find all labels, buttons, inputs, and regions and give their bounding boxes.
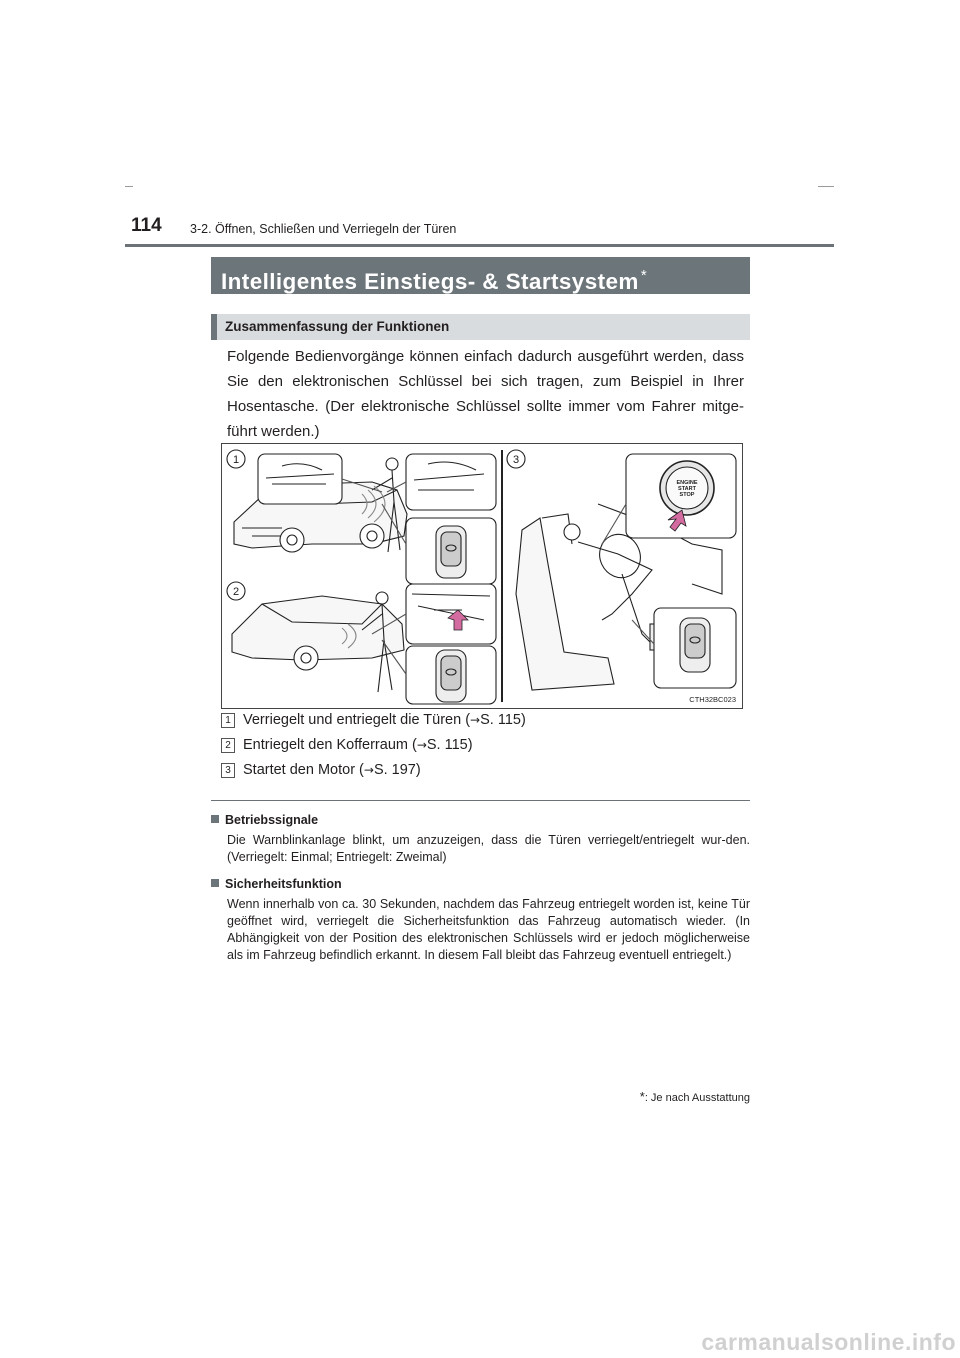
intro-paragraph: Folgende Bedienvorgänge können einfach dadurch ausgeführt werden, dass Sie den elektronischen Schlüssel bei sich tragen, zum Beispiel in Ihrer Hosentasche. (Der elektronische Schlüssel sollte immer vom Fahrer mitge-führt werden.)	[227, 348, 744, 440]
illustration-drawing	[222, 444, 742, 708]
list-item	[221, 737, 526, 762]
illustration	[221, 443, 743, 709]
page-reference-link[interactable]: S. 115)	[480, 712, 526, 728]
note-security-function	[211, 876, 750, 964]
page-reference-link[interactable]: S. 115)	[426, 737, 473, 753]
note-heading-text: Sicherheitsfunktion	[225, 877, 342, 891]
section-title-bar	[211, 257, 750, 294]
list-number: 3	[221, 763, 235, 778]
list-number: 2	[221, 738, 235, 753]
notes-divider	[211, 800, 750, 801]
page-number: 114	[131, 215, 162, 236]
footnote-marker: *	[639, 1089, 645, 1104]
callout-2: 2	[232, 586, 240, 598]
availability-marker: *	[640, 267, 648, 284]
button-label-line-1: ENGINE	[676, 480, 698, 486]
callout-1: 1	[232, 454, 240, 466]
note-operating-signals	[211, 812, 750, 866]
callout-3: 3	[512, 454, 520, 466]
function-list	[221, 712, 526, 787]
section-title: Intelligentes Einstiegs- & Startsystem	[221, 269, 639, 294]
square-bullet-icon	[211, 879, 219, 887]
button-label-line-3: STOP	[679, 492, 695, 498]
list-number: 1	[221, 713, 235, 728]
list-text: Startet den Motor (	[243, 762, 364, 778]
list-item	[221, 762, 526, 787]
footnote	[640, 1089, 750, 1104]
note-body: Die Warnblinkanlage blinkt, um anzuzeigen, dass die Türen verriegelt/entriegelt wur-den. (Verriegelt: Einmal; Entriegelt: Zweimal)	[227, 833, 750, 864]
list-text: Entriegelt den Kofferraum (	[243, 737, 417, 753]
watermark: carmanualsonline.info	[701, 1329, 956, 1355]
note-heading	[211, 876, 750, 892]
note-body: Wenn innerhalb von ca. 30 Sekunden, nachdem das Fahrzeug entriegelt worden ist, keine Tür geöffnet wird, verriegelt die Sicherheitsfunktion das Fahrzeug automatisch wieder. (In Abhängigkeit von der Position des elektronischen Schlüssels wird er jedoch möglicherweise als im Fahrzeug befindlich erkannt. In diesem Fall bleibt das Fahrzeug eventuell entriegelt.)	[227, 897, 750, 962]
note-heading	[211, 812, 750, 828]
crop-mark-right	[818, 186, 834, 187]
header-divider	[125, 244, 834, 247]
arrow-icon: →	[363, 763, 374, 777]
button-label-line-2: START	[678, 486, 696, 492]
footnote-text: : Je nach Ausstattung	[644, 1092, 750, 1104]
crop-mark-left	[125, 186, 133, 187]
page-reference-link[interactable]: S. 197)	[373, 762, 421, 778]
note-heading-text: Betriebssignale	[225, 813, 319, 827]
subsection-heading: Zusammenfassung der Funktionen	[211, 314, 750, 340]
list-item	[221, 712, 526, 737]
section-reference: 3-2. Öffnen, Schließen und Verriegeln der Türen	[190, 222, 457, 236]
figure-code: CTH32BC023	[689, 695, 736, 704]
square-bullet-icon	[211, 815, 219, 823]
arrow-icon: →	[470, 713, 481, 727]
arrow-icon: →	[416, 738, 427, 752]
list-text: Verriegelt und entriegelt die Türen (	[243, 712, 471, 728]
